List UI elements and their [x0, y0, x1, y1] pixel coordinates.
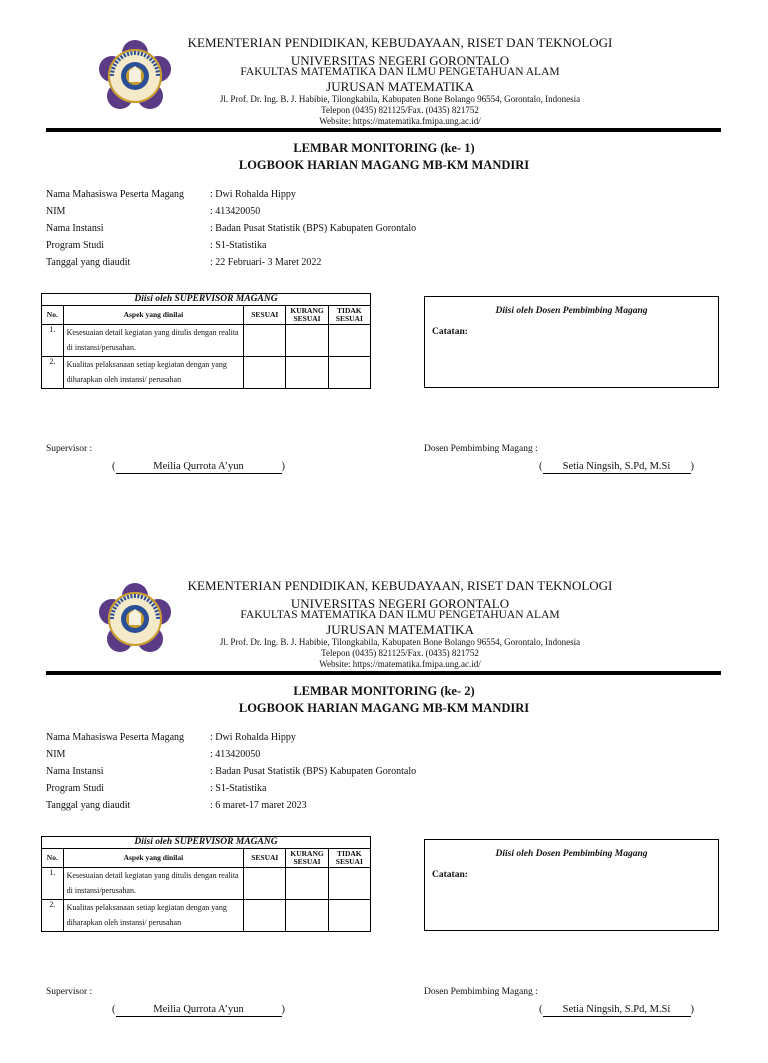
- cell-tidak-sesuai[interactable]: [328, 357, 370, 389]
- catatan-label: Catatan:: [432, 327, 468, 337]
- cell-sesuai[interactable]: [244, 325, 286, 357]
- ministry-name: KEMENTERIAN PENDIDIKAN, KEBUDAYAAN, RISET DAN TEKNOLOGI: [187, 578, 613, 593]
- header-divider: [46, 671, 721, 675]
- supervisor-name: Meilia Qurrota A’yun: [116, 461, 282, 474]
- department-name: JURUSAN MATEMATIKA: [326, 622, 474, 637]
- table-row: [42, 868, 371, 900]
- info-label: Tanggal yang diaudit: [46, 257, 131, 268]
- dosen-box-title: Diisi oleh Dosen Pembimbing Magang: [495, 849, 648, 859]
- info-value: : Badan Pusat Statistik (BPS) Kabupaten Gorontalo: [210, 223, 510, 234]
- catatan-label: Catatan:: [432, 870, 468, 880]
- row-no: 2.: [42, 357, 64, 389]
- col-no: No.: [42, 849, 64, 868]
- dosen-signature: [539, 461, 694, 474]
- website: Website: https://matematika.fmipa.ung.ac.id/: [319, 659, 481, 669]
- table-row: [42, 325, 371, 357]
- faculty-name: FAKULTAS MATEMATIKA DAN ILMU PENGETAHUAN ALAM: [240, 609, 560, 621]
- info-label: Program Studi: [46, 240, 105, 251]
- supervisor-evaluation-table: [41, 836, 371, 932]
- sheet-subtitle: LOGBOOK HARIAN MAGANG MB-KM MANDIRI: [238, 701, 530, 715]
- col-tidak-sesuai: TIDAK SESUAI: [328, 849, 370, 868]
- info-label: Tanggal yang diaudit: [46, 800, 131, 811]
- row-aspect: Kesesuaian detail kegiatan yang ditulis dengan realita di instansi/perusahan.: [63, 325, 243, 357]
- cell-sesuai[interactable]: [244, 357, 286, 389]
- ministry-name: KEMENTERIAN PENDIDIKAN, KEBUDAYAAN, RISET DAN TEKNOLOGI: [187, 35, 613, 50]
- info-value: : 22 Februari- 3 Maret 2022: [210, 257, 510, 268]
- info-label: Nama Mahasiswa Peserta Magang: [46, 732, 185, 743]
- cell-kurang-sesuai[interactable]: [286, 868, 328, 900]
- dosen-notes-box[interactable]: [424, 839, 719, 931]
- supervisor-evaluation-table: [41, 293, 371, 389]
- supervisor-signature: [112, 1004, 285, 1017]
- row-aspect: Kualitas pelaksanaan setiap kegiatan dengan yang diharapkan oleh instansi/ perusahan: [63, 900, 243, 932]
- row-no: 1.: [42, 325, 64, 357]
- paren-open: (: [112, 461, 116, 472]
- cell-tidak-sesuai[interactable]: [328, 900, 370, 932]
- paren-close: ): [690, 461, 694, 472]
- cell-kurang-sesuai[interactable]: [286, 357, 328, 389]
- address: Jl. Prof. Dr. Ing. B. J. Habibie, Tilongkabila, Kabupaten Bone Bolango 96554, Gorontalo, Indonesia: [219, 94, 581, 104]
- supervisor-name: Meilia Qurrota A’yun: [116, 1004, 282, 1017]
- info-label: NIM: [46, 749, 66, 760]
- supervisor-label: Supervisor :: [46, 987, 93, 997]
- monitoring-sheet-2: [0, 543, 768, 1063]
- department-name: JURUSAN MATEMATIKA: [326, 79, 474, 94]
- info-label: Nama Mahasiswa Peserta Magang: [46, 189, 185, 200]
- row-no: 1.: [42, 868, 64, 900]
- col-sesuai: SESUAI: [244, 306, 286, 325]
- sheet-subtitle: LOGBOOK HARIAN MAGANG MB-KM MANDIRI: [238, 158, 530, 172]
- monitoring-sheet-1: [0, 0, 768, 520]
- row-no: 2.: [42, 900, 64, 932]
- dosen-notes-box[interactable]: [424, 296, 719, 388]
- dosen-name: Setia Ningsih, S.Pd, M.Si: [543, 1004, 691, 1017]
- paren-open: (: [112, 1004, 116, 1015]
- info-label: Nama Instansi: [46, 223, 104, 234]
- supervisor-signature: [112, 461, 285, 474]
- info-value: : 413420050: [210, 749, 510, 760]
- info-value: : Dwi Rohalda Hippy: [210, 732, 510, 743]
- col-aspek: Aspek yang dinilai: [63, 306, 243, 325]
- dosen-label: Dosen Pembimbing Magang :: [424, 987, 538, 997]
- info-value: : S1-Statistika: [210, 783, 510, 794]
- info-value: : Dwi Rohalda Hippy: [210, 189, 510, 200]
- cell-sesuai[interactable]: [244, 900, 286, 932]
- table-header-row: [42, 306, 371, 325]
- sheet-title: LEMBAR MONITORING (ke- 2): [293, 684, 475, 698]
- paren-close: ): [690, 1004, 694, 1015]
- info-label: Nama Instansi: [46, 766, 104, 777]
- col-aspek: Aspek yang dinilai: [63, 849, 243, 868]
- col-kurang-sesuai: KURANG SESUAI: [286, 306, 328, 325]
- cell-kurang-sesuai[interactable]: [286, 325, 328, 357]
- info-value: : Badan Pusat Statistik (BPS) Kabupaten Gorontalo: [210, 766, 510, 777]
- paren-open: (: [539, 1004, 543, 1015]
- dosen-box-title: Diisi oleh Dosen Pembimbing Magang: [495, 306, 648, 316]
- faculty-name: FAKULTAS MATEMATIKA DAN ILMU PENGETAHUAN ALAM: [240, 66, 560, 78]
- paren-close: ): [281, 1004, 285, 1015]
- table-header-row: [42, 849, 371, 868]
- table-caption: Diisi oleh SUPERVISOR MAGANG: [42, 837, 371, 849]
- table-caption: Diisi oleh SUPERVISOR MAGANG: [42, 294, 371, 306]
- address: Jl. Prof. Dr. Ing. B. J. Habibie, Tilongkabila, Kabupaten Bone Bolango 96554, Gorontalo, Indonesia: [219, 637, 581, 647]
- dosen-name: Setia Ningsih, S.Pd, M.Si: [543, 461, 691, 474]
- info-label: Program Studi: [46, 783, 105, 794]
- cell-tidak-sesuai[interactable]: [328, 325, 370, 357]
- table-row: [42, 900, 371, 932]
- table-row: [42, 357, 371, 389]
- phone: Telepon (0435) 821125/Fax. (0435) 821752: [321, 648, 479, 658]
- header-divider: [46, 128, 721, 132]
- info-value: : 413420050: [210, 206, 510, 217]
- cell-sesuai[interactable]: [244, 868, 286, 900]
- info-value: : 6 maret-17 maret 2023: [210, 800, 510, 811]
- cell-tidak-sesuai[interactable]: [328, 868, 370, 900]
- info-label: NIM: [46, 206, 66, 217]
- dosen-label: Dosen Pembimbing Magang :: [424, 444, 538, 454]
- col-kurang-sesuai: KURANG SESUAI: [286, 849, 328, 868]
- row-aspect: Kualitas pelaksanaan setiap kegiatan dengan yang diharapkan oleh instansi/ perusahan: [63, 357, 243, 389]
- university-name: UNIVERSITAS NEGERI GORONTALO: [290, 596, 510, 611]
- col-sesuai: SESUAI: [244, 849, 286, 868]
- supervisor-label: Supervisor :: [46, 444, 93, 454]
- col-no: No.: [42, 306, 64, 325]
- website: Website: https://matematika.fmipa.ung.ac.id/: [319, 116, 481, 126]
- cell-kurang-sesuai[interactable]: [286, 900, 328, 932]
- paren-close: ): [281, 461, 285, 472]
- row-aspect: Kesesuaian detail kegiatan yang ditulis dengan realita di instansi/perusahan.: [63, 868, 243, 900]
- info-value: : S1-Statistika: [210, 240, 510, 251]
- sheet-title: LEMBAR MONITORING (ke- 1): [293, 141, 475, 155]
- paren-open: (: [539, 461, 543, 472]
- university-name: UNIVERSITAS NEGERI GORONTALO: [290, 53, 510, 68]
- dosen-signature: [539, 1004, 694, 1017]
- col-tidak-sesuai: TIDAK SESUAI: [328, 306, 370, 325]
- phone: Telepon (0435) 821125/Fax. (0435) 821752: [321, 105, 479, 115]
